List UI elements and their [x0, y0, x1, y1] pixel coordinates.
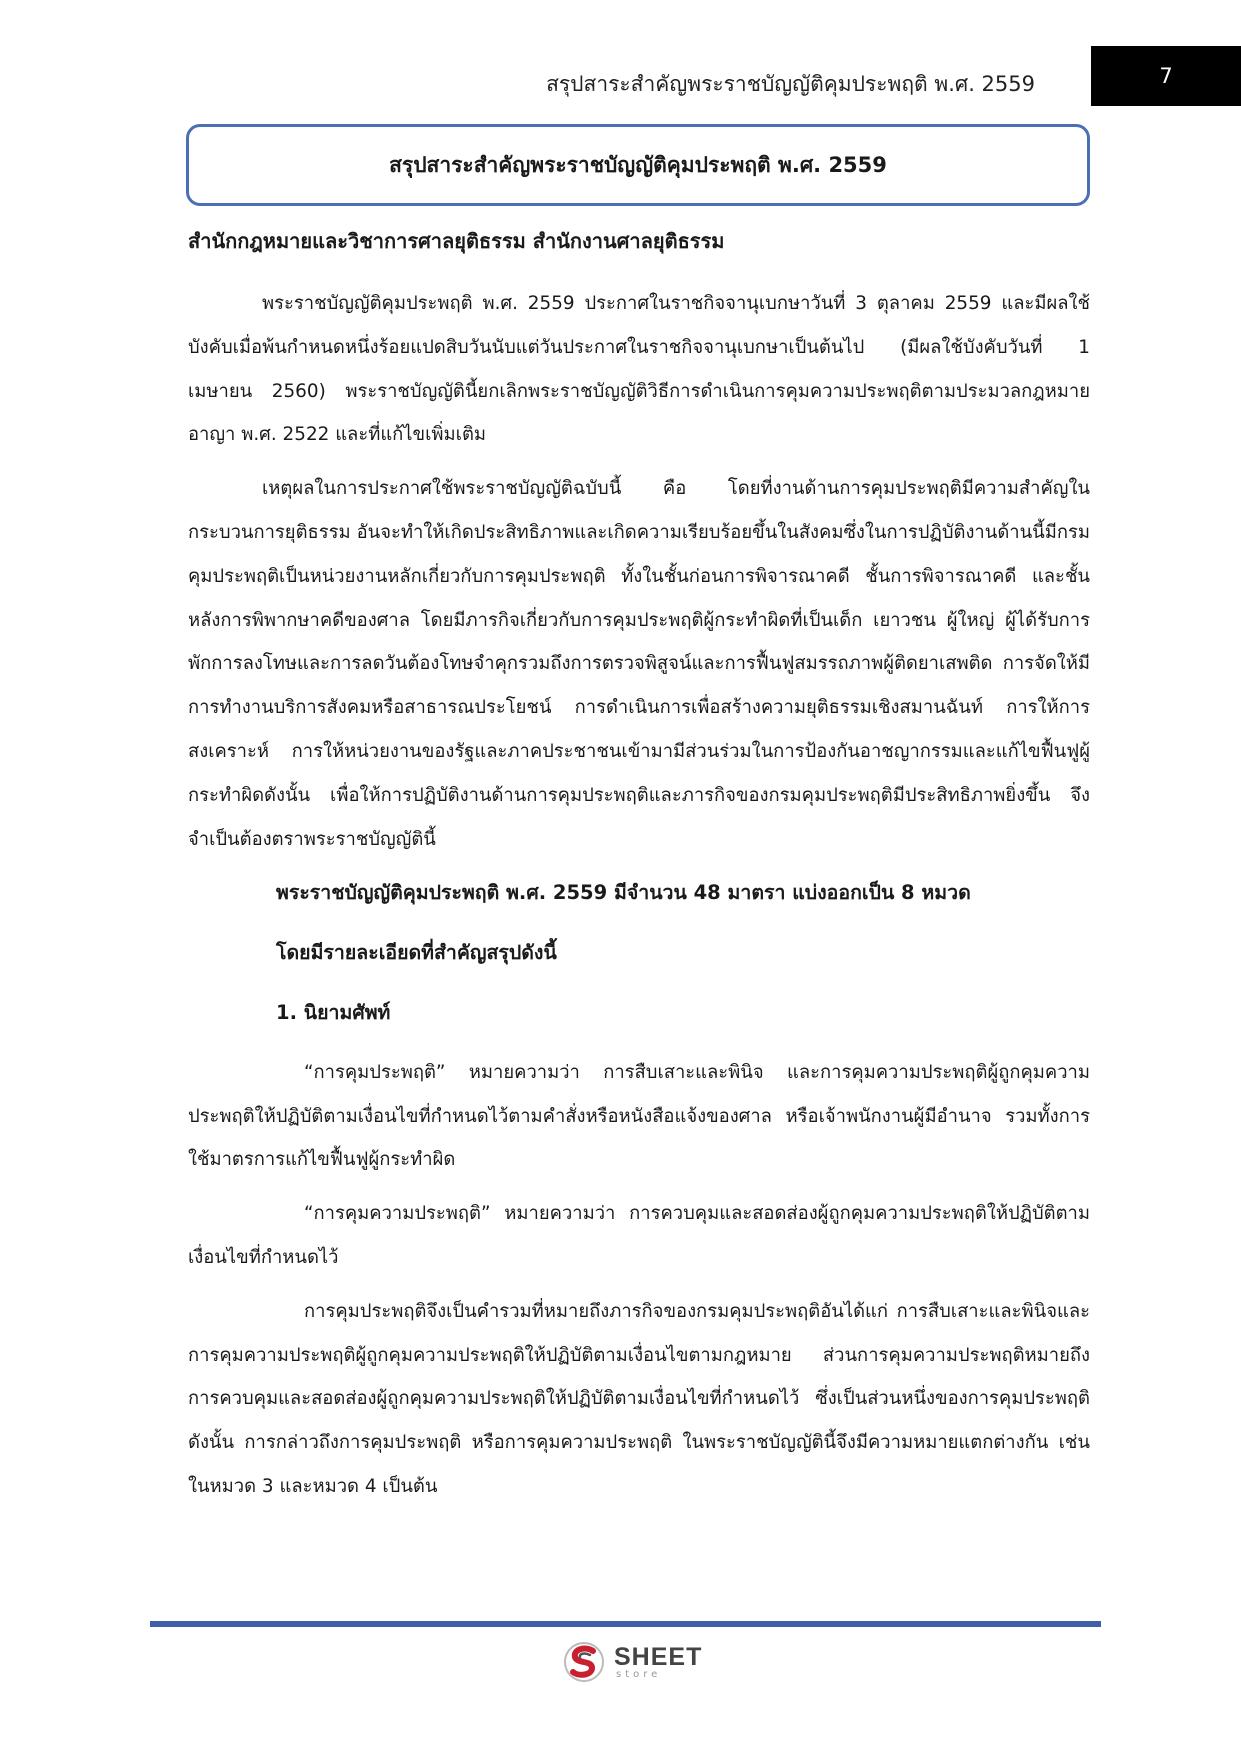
title-box [186, 124, 1090, 206]
document-title: สรุปสาระสำคัญพระราชบัญญัติคุมประพฤติ พ.ศ. 2559 [389, 152, 887, 177]
running-header-title: สรุปสาระสำคัญพระราชบัญญัติคุมประพฤติ พ.ศ. 2559 [546, 72, 1035, 96]
sheet-store-logo-icon [562, 1640, 606, 1684]
page-number: 7 [1091, 46, 1241, 106]
office-name: สำนักกฎหมายและวิชาการศาลยุติธรรม สำนักงานศาลยุติธรรม [188, 229, 725, 253]
paragraph-3: “การคุมประพฤติ” หมายความว่า การสืบเสาะและพินิจ และการคุมความประพฤติผู้ถูกคุมความประพฤติให้ปฏิบัติตามเงื่อนไขที่กำหนดไว้ตามคำสั่งหรือหนังสือแจ้งของศาล หรือเจ้าพนักงานผู้มีอำนาจ รวมทั้งการใช้มาตรการแก้ไขฟื้นฟูผู้กระทำผิด [188, 1061, 1090, 1171]
document-body [188, 282, 1090, 1519]
paragraph-2: เหตุผลในการประกาศใช้พระราชบัญญัติฉบับนี้ คือ โดยที่งานด้านการคุมประพฤติมีความสำคัญในกระบวนการยุติธรรม อันจะทำให้เกิดประสิทธิภาพและเกิดความเรียบร้อยขึ้นในสังคมซึ่งในการปฏิบัติงานด้านนี้มีกรมคุมประพฤติเป็นหน่วยงานหลักเกี่ยวกับการคุมประพฤติ ทั้งในชั้นก่อนการพิจารณาคดี ชั้นการพิจารณาคดี และชั้นหลังการพิพากษาคดีของศาล โดยมีภารกิจเกี่ยวกับการคุมประพฤติผู้กระทำผิดที่เป็นเด็ก เยาวชน ผู้ใหญ่ ผู้ได้รับการพักการลงโทษและการลดวันต้องโทษจำคุกรวมถึงการตรวจพิสูจน์และการฟื้นฟูสมรรถภาพผู้ติดยาเสพติด การจัดให้มีการทำงานบริการสังคมหรือสาธารณประโยชน์ การดำเนินการเพื่อสร้างความยุติธรรมเชิงสมานฉันท์ การให้การสงเคราะห์ การให้หน่วยงานของรัฐและภาคประชาชนเข้ามามีส่วนร่วมในการป้องกันอาชญากรรมและแก้ไขฟื้นฟูผู้กระทำผิดดังนั้น เพื่อให้การปฏิบัติงานด้านการคุมประพฤติและภารกิจของกรมคุมประพฤติมีประสิทธิภาพยิ่งขึ้น จึงจำเป็นต้องตราพระราชบัญญัตินี้ [188, 478, 1090, 850]
section-heading-1: 1. นิยามศัพท์ [276, 1000, 391, 1024]
footer-rule [150, 1621, 1101, 1627]
bold-summary-line-2: โดยมีรายละเอียดที่สำคัญสรุปดังนี้ [276, 941, 557, 965]
bold-summary-line-1: พระราชบัญญัติคุมประพฤติ พ.ศ. 2559 มีจำนวน 48 มาตรา แบ่งออกเป็น 8 หมวด [276, 881, 971, 905]
logo-text [614, 1642, 703, 1680]
footer-logo [562, 1640, 702, 1684]
paragraph-1: พระราชบัญญัติคุมประพฤติ พ.ศ. 2559 ประกาศในราชกิจจานุเบกษาวันที่ 3 ตุลาคม 2559 และมีผลใช้บังคับเมื่อพ้นกำหนดหนึ่งร้อยแปดสิบวันนับแต่วันประกาศในราชกิจจานุเบกษาเป็นต้นไป (มีผลใช้บังคับวันที่ 1 เมษายน 2560) พระราชบัญญัตินี้ยกเลิกพระราชบัญญัติวิธีการดำเนินการคุมความประพฤติตามประมวลกฎหมายอาญา พ.ศ. 2522 และที่แก้ไขเพิ่มเติม [188, 293, 1090, 446]
logo-word: SHEET [614, 1642, 703, 1671]
paragraph-5: การคุมประพฤติจึงเป็นคำรวมที่หมายถึงภารกิจของกรมคุมประพฤติอันได้แก่ การสืบเสาะและพินิจและการคุมความประพฤติผู้ถูกคุมความประพฤติให้ปฏิบัติตามเงื่อนไขตามกฎหมาย ส่วนการคุมความประพฤติหมายถึง การควบคุมและสอดส่องผู้ถูกคุมความประพฤติให้ปฏิบัติตามเงื่อนไขที่กำหนดไว้ ซึ่งเป็นส่วนหนึ่งของการคุมประพฤติ ดังนั้น การกล่าวถึงการคุมประพฤติ หรือการคุมความประพฤติ ในพระราชบัญญัตินี้จึงมีความหมายแตกต่างกัน เช่น ในหมวด 3 และหมวด 4 เป็นต้น [188, 1300, 1090, 1497]
paragraph-4: “การคุมความประพฤติ” หมายความว่า การควบคุมและสอดส่องผู้ถูกคุมความประพฤติให้ปฏิบัติตามเงื่อนไขที่กำหนดไว้ [188, 1203, 1090, 1268]
logo-subtext: store [616, 1668, 662, 1680]
